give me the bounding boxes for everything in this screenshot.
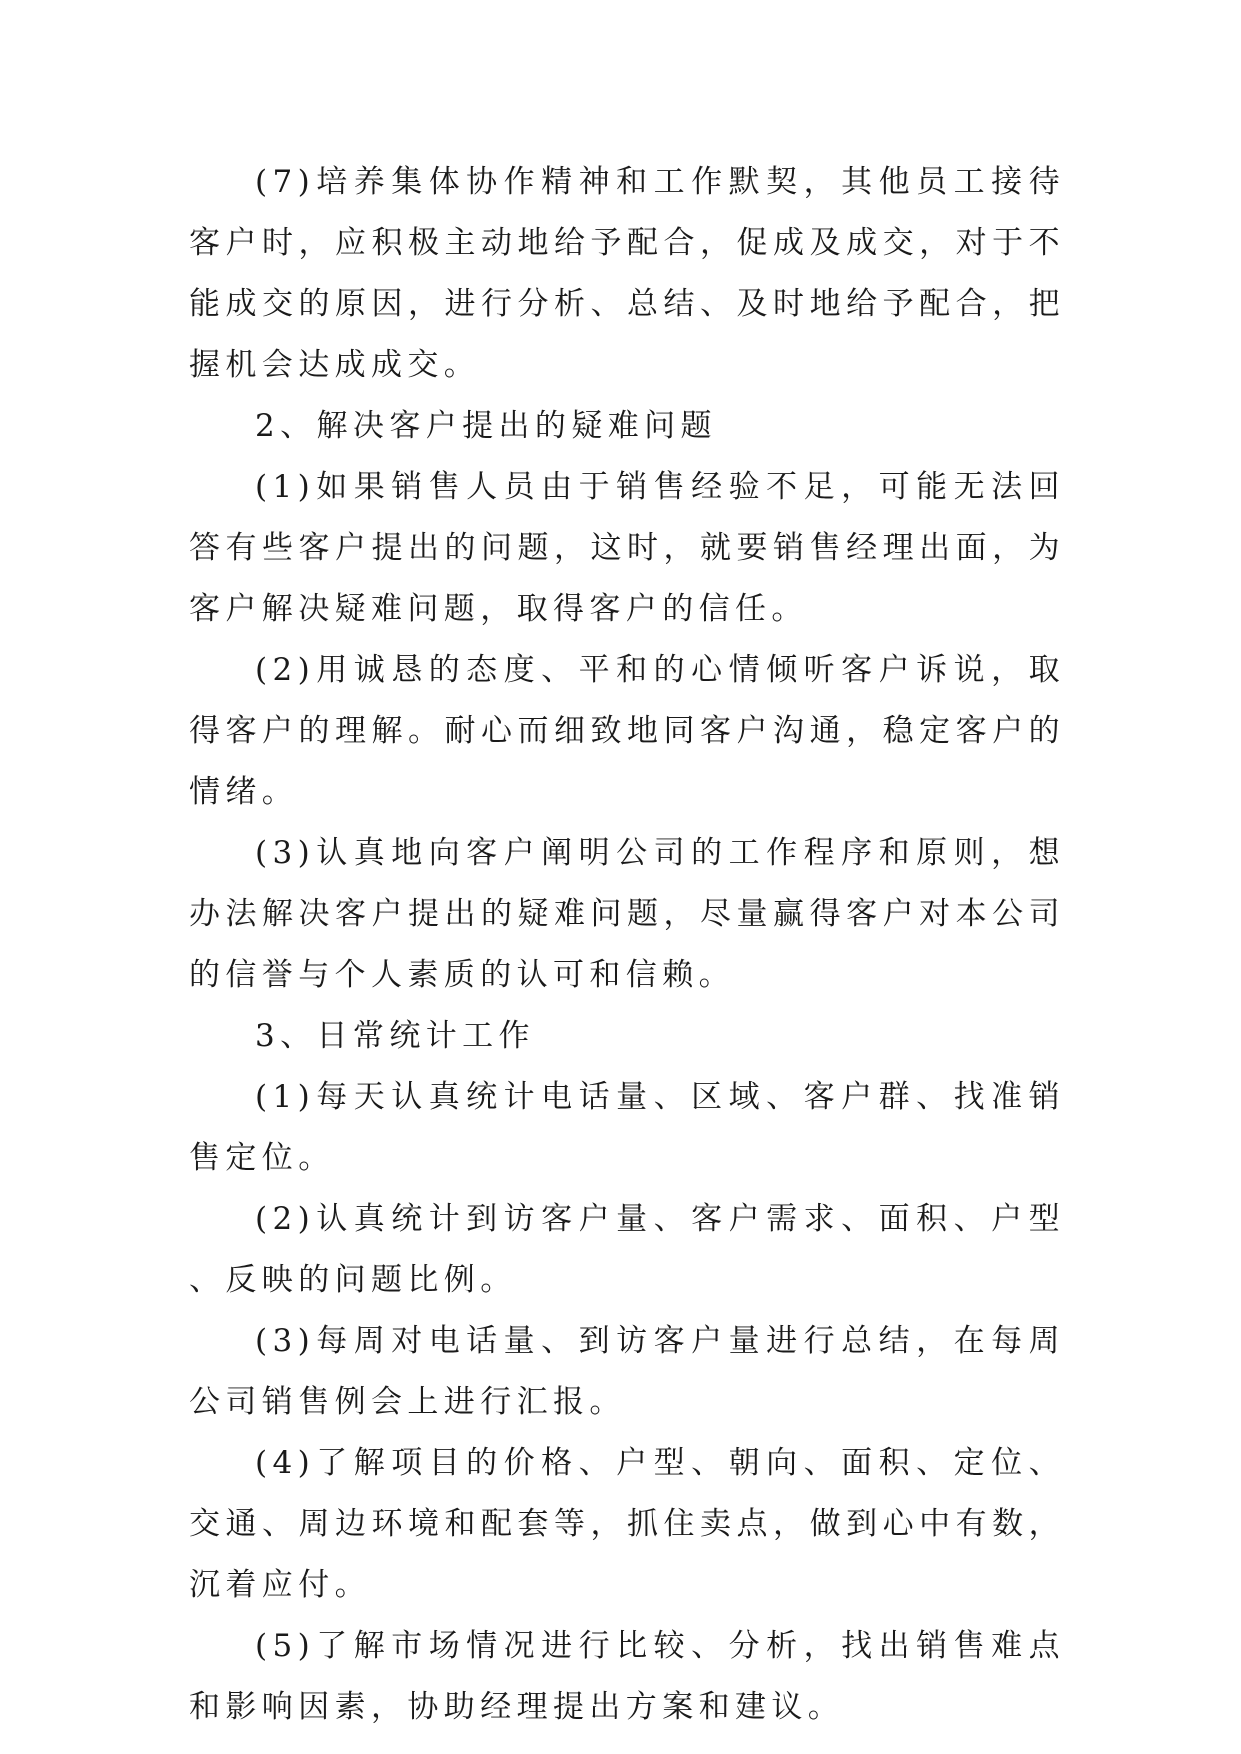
- paragraph-company-procedures: (3)认真地向客户阐明公司的工作程序和原则，想办法解决客户提出的疑难问题，尽量赢得客户对本公司的信誉与个人素质的认可和信赖。: [189, 835, 1065, 993]
- document-body: [189, 152, 1065, 1738]
- paragraph-listening: (2)用诚恳的态度、平和的心情倾听客户诉说，取得客户的理解。耐心而细致地同客户沟通，稳定客户的情绪。: [189, 652, 1065, 810]
- paragraph-market-analysis: (5)了解市场情况进行比较、分析，找出销售难点和影响因素，协助经理提出方案和建议。: [189, 1628, 1065, 1725]
- section-heading-2: 2、解决客户提出的疑难问题: [255, 408, 717, 444]
- paragraph-project-knowledge: (4)了解项目的价格、户型、朝向、面积、定位、交通、周边环境和配套等，抓住卖点，做到心中有数，沉着应付。: [189, 1445, 1065, 1603]
- paragraph-teamwork: (7)培养集体协作精神和工作默契，其他员工接待客户时，应积极主动地给予配合，促成及成交，对于不能成交的原因，进行分析、总结、及时地给予配合，把握机会达成成交。: [189, 164, 1065, 383]
- paragraph-visitor-stats: (2)认真统计到访客户量、客户需求、面积、户型、反映的问题比例。: [189, 1201, 1065, 1298]
- paragraph-weekly-summary: (3)每周对电话量、到访客户量进行总结，在每周公司销售例会上进行汇报。: [189, 1323, 1065, 1420]
- paragraph-daily-calls: (1)每天认真统计电话量、区域、客户群、找准销售定位。: [189, 1079, 1065, 1176]
- section-heading-3: 3、日常统计工作: [255, 1018, 535, 1054]
- paragraph-manager-support: (1)如果销售人员由于销售经验不足，可能无法回答有些客户提出的问题，这时，就要销售经理出面，为客户解决疑难问题，取得客户的信任。: [189, 469, 1065, 627]
